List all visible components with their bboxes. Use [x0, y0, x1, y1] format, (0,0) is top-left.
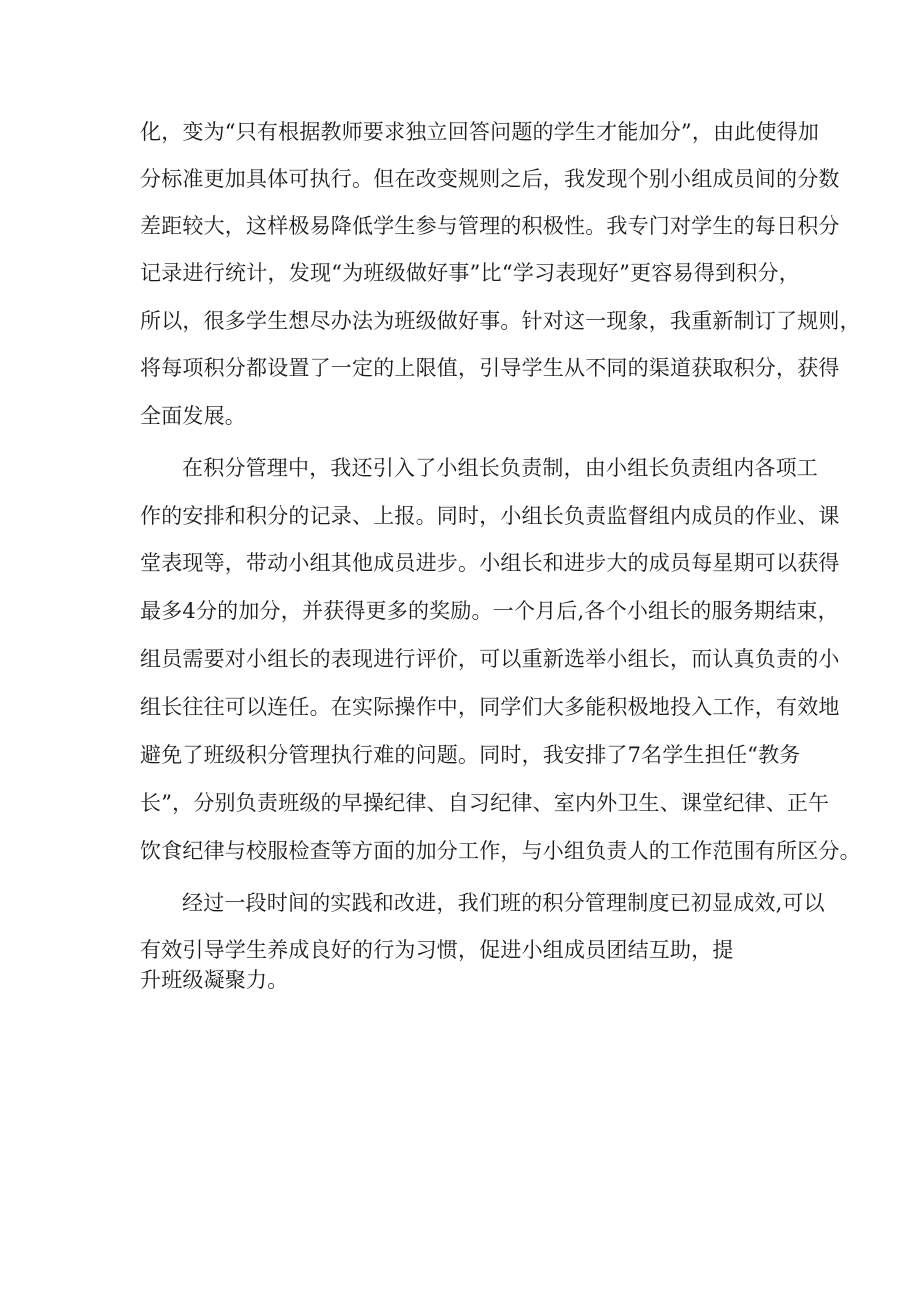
- paragraph-2-line-2: 作的安排和积分的记录、上报。同时，小组长负责监督组内成员的作业、课: [140, 504, 840, 528]
- paragraph-2-line-7: 避免了班级积分管理执行难的问题。同时，我安排了7名学生担任“教务: [140, 743, 801, 767]
- paragraph-2-line-9: 饮食纪律与校服检查等方面的加分工作，与小组负责人的工作范围有所区分。: [140, 839, 861, 863]
- paragraph-1-line-6: 将每项积分都设置了一定的上限值，引导学生从不同的渠道获取积分，获得: [140, 356, 840, 380]
- paragraph-3-line-2: 有效引导学生养成良好的行为习惯，促进小组成员团结互助，提: [140, 938, 734, 962]
- paragraph-2-line-5: 组员需要对小组长的表现进行评价，可以重新选举小组长，而认真负责的小: [140, 647, 840, 671]
- paragraph-3-line-3: 升班级凝聚力。: [140, 968, 289, 992]
- paragraph-1-line-3: 差距较大，这样极易降低学生参与管理的积极性。我专门对学生的每日积分: [140, 214, 840, 238]
- paragraph-2-line-8: 长”，分别负责班级的早操纪律、自习纪律、室内外卫生、课堂纪律、正午: [140, 791, 830, 815]
- paragraph-1-line-1: 化，变为“只有根据教师要求独立回答问题的学生才能加分”，由此使得加: [140, 120, 820, 144]
- paragraph-2-line-4: 最多4分的加分，并获得更多的奖励。一个月后,各个小组长的服务期结束，: [140, 599, 839, 623]
- paragraph-2-line-3: 堂表现等，带动小组其他成员进步。小组长和进步大的成员每星期可以获得: [140, 551, 840, 575]
- paragraph-2-line-6: 组长往往可以连任。在实际操作中，同学们大多能积极地投入工作，有效地: [140, 695, 840, 719]
- paragraph-1-line-5: 所以，很多学生想尽办法为班级做好事。针对这一现象，我重新制订了规则，: [140, 309, 861, 333]
- paragraph-1-line-4: 记录进行统计，发现“为班级做好事”比“学习表现好”更容易得到积分，: [140, 261, 800, 285]
- paragraph-1-line-7: 全面发展。: [140, 404, 246, 428]
- paragraph-1-line-2: 分标准更加具体可执行。但在改变规则之后，我发现个别小组成员间的分数: [140, 167, 840, 191]
- paragraph-3-line-1: 经过一段时间的实践和改进，我们班的积分管理制度已初显成效,可以: [182, 891, 825, 915]
- paragraph-2-line-1: 在积分管理中，我还引入了小组长负责制，由小组长负责组内各项工: [182, 456, 818, 480]
